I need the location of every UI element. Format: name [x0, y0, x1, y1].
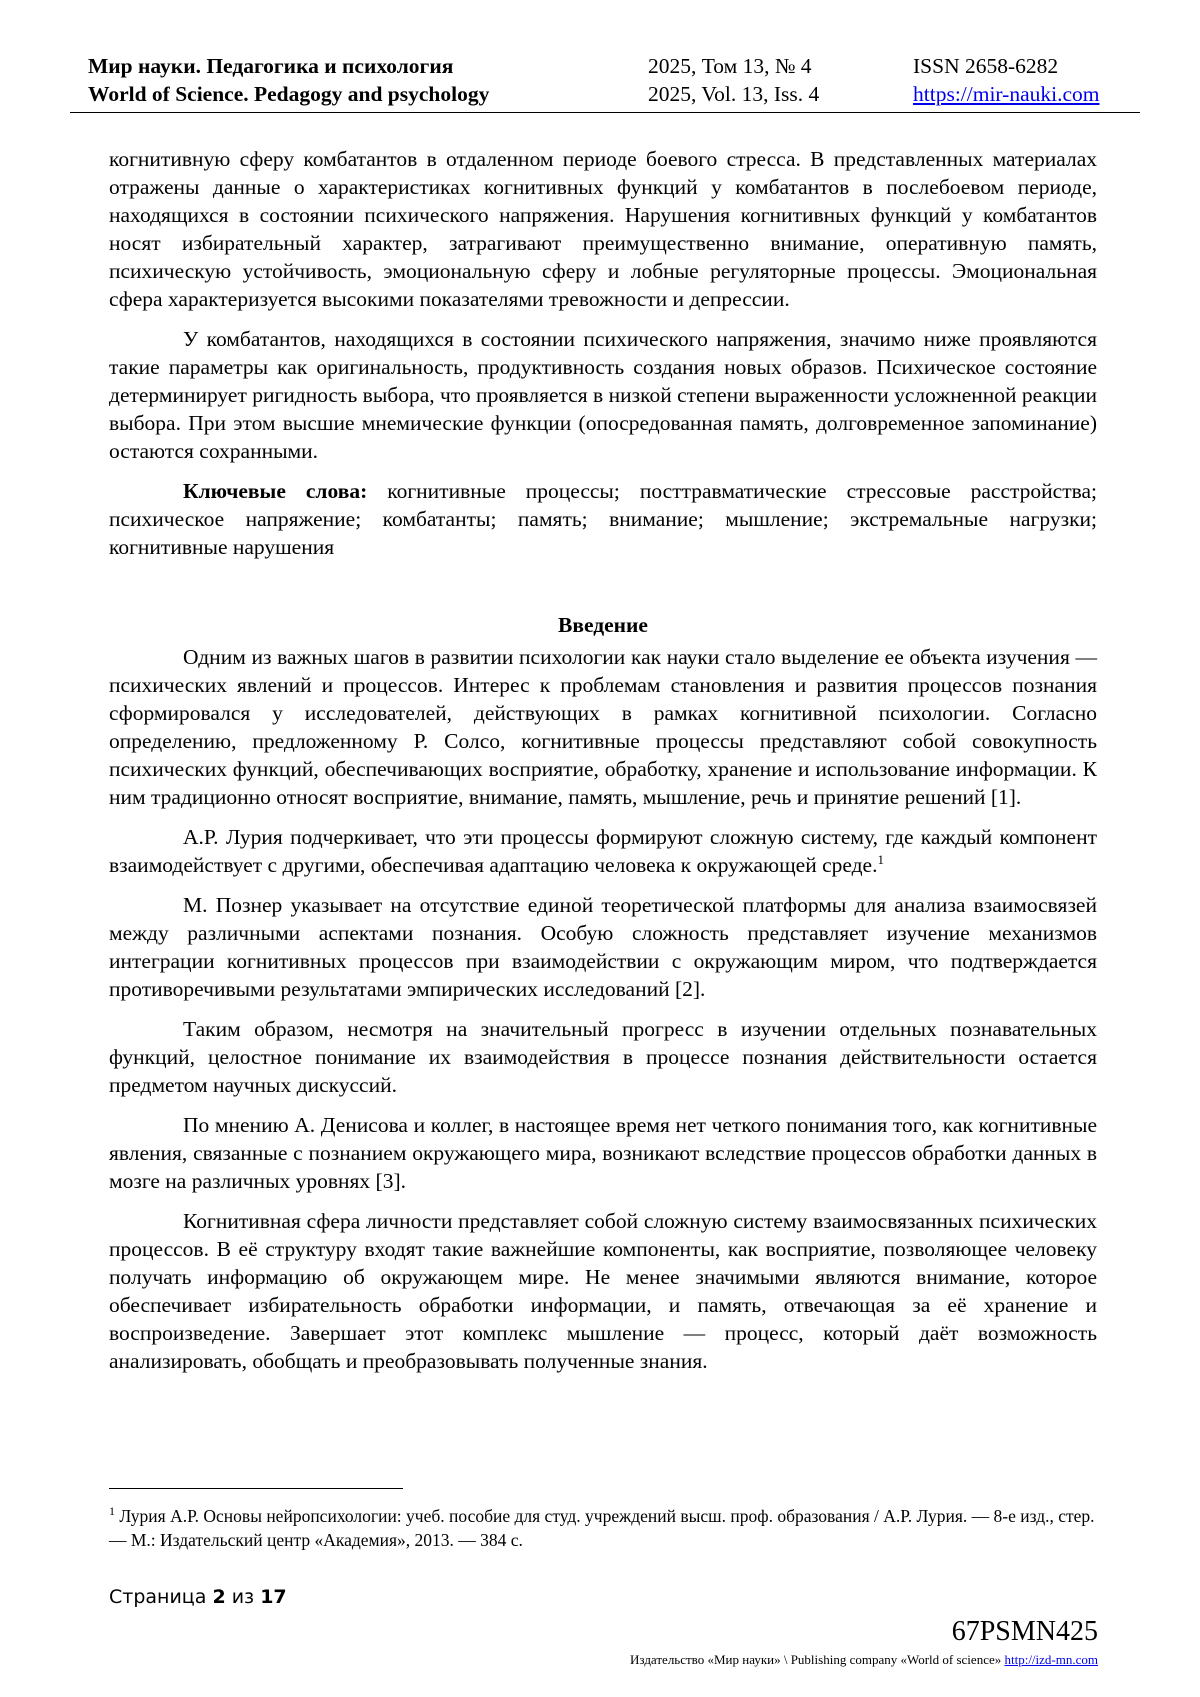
journal-title-ru: Мир науки. Педагогика и психология	[88, 54, 454, 78]
keywords-list: когнитивные процессы; посттравматические стрессовые расстройства; психическое напряжение; комбатанты; память; внимание; мышление; экстремальные нагрузки; когнитивные нарушения	[109, 479, 1097, 559]
section-title-intro: Введение	[558, 613, 648, 637]
footnote-ref[interactable]: 1	[877, 851, 884, 867]
article-code: 67PSMN425	[951, 1616, 1098, 1647]
journal-title-en: World of Science. Pedagogy and psychology	[88, 82, 490, 106]
footnote	[109, 1504, 1099, 1552]
header-issue	[648, 52, 819, 108]
intro-paragraph-2-text: А.Р. Лурия подчеркивает, что эти процессы формируют сложную систему, где каждый компонент взаимодействует с другими, обеспечивая адаптацию человека к окружающей среде.	[109, 825, 1097, 877]
intro-paragraph-2	[109, 823, 1097, 879]
publisher-line	[630, 1652, 1098, 1668]
keywords	[109, 477, 1097, 561]
page-body	[109, 145, 1097, 1387]
publisher-link[interactable]: http://izd-mn.com	[1004, 1652, 1098, 1667]
page-number	[109, 1586, 287, 1608]
abstract-paragraph-1: когнитивную сферу комбатантов в отдаленном периоде боевого стресса. В представленных материалах отражены данные о характеристиках когнитивных функций у комбатантов в послебоевом периоде, находящихся в состоянии психического напряжения. Нарушения когнитивных функций у комбатантов носят избирательный характер, затрагивают преимущественно внимание, оперативную память, психическую устойчивость, эмоциональную сферу и лобные регуляторные процессы. Эмоциональная сфера характеризуется высокими показателями тревожности и депрессии.	[109, 147, 1097, 311]
intro-paragraph-4: Таким образом, несмотря на значительный прогресс в изучении отдельных познавательных функций, целостное понимание их взаимодействия в процессе познания действительности остается предметом научных дискуссий.	[109, 1017, 1097, 1097]
intro-paragraph-6: Когнитивная сфера личности представляет собой сложную систему взаимосвязанных психических процессов. В её структуру входят такие важнейшие компоненты, как восприятие, позволяющее человеку получать информацию об окружающем мире. Не менее значимыми являются внимание, которое обеспечивает избирательность обработки информации, и память, отвечающая за её хранение и воспроизведение. Завершает этот комплекс мышление — процесс, который даёт возможность анализировать, обобщать и преобразовывать полученные знания.	[109, 1209, 1097, 1373]
footnote-mark: 1	[109, 1504, 115, 1519]
intro-paragraph-5: По мнению А. Денисова и коллег, в настоящее время нет четкого понимания того, как когнитивные явления, связанные с познанием окружающего мира, возникают вследствие процессов обработки данных в мозге на различных уровнях [3].	[109, 1113, 1097, 1193]
header-issn-site	[913, 52, 1099, 108]
page-of: из	[225, 1586, 261, 1608]
abstract-paragraph-2: У комбатантов, находящихся в состоянии психического напряжения, значимо ниже проявляются такие параметры как оригинальность, продуктивность создания новых образов. Психическое состояние детерминирует ригидность выбора, что проявляется в низкой степени выраженности усложненной реакции выбора. При этом высшие мнемические функции (опосредованная память, долговременное запоминание) остаются сохранными.	[109, 327, 1097, 463]
page-total: 17	[260, 1586, 287, 1608]
intro-paragraph-1: Одним из важных шагов в развитии психологии как науки стало выделение ее объекта изучения — психических явлений и процессов. Интерес к проблемам становления и развития процессов познания сформировался у исследователей, действующих в рамках когнитивной психологии. Согласно определению, предложенному Р. Солсо, когнитивные процессы представляют собой совокупность психических функций, обеспечивающих восприятие, обработку, хранение и использование информации. К ним традиционно относят восприятие, внимание, память, мышление, речь и принятие решений [1].	[109, 645, 1097, 809]
running-header	[70, 52, 1140, 113]
header-journal	[88, 52, 489, 108]
issue-en: 2025, Vol. 13, Iss. 4	[648, 82, 820, 106]
footnote-divider	[109, 1488, 403, 1489]
publisher-text: Издательство «Мир науки» \ Publishing company «World of science»	[630, 1652, 1005, 1667]
issue-ru: 2025, Том 13, № 4	[648, 54, 812, 78]
journal-site-link[interactable]: https://mir-nauki.com	[913, 82, 1100, 106]
page-label: Страница	[109, 1586, 213, 1608]
footnote-text: Лурия А.Р. Основы нейропсихологии: учеб. пособие для студ. учреждений высш. проф. образования / А.Р. Лурия. — 8-е изд., стер. — М.: Издательский центр «Академия», 2013. — 384 с.	[109, 1506, 1095, 1550]
issn: ISSN 2658-6282	[913, 54, 1059, 78]
intro-paragraph-3: М. Познер указывает на отсутствие единой теоретической платформы для анализа взаимосвязей между различными аспектами познания. Особую сложность представляет изучение механизмов интеграции когнитивных процессов при взаимодействии с окружающим миром, что подтверждается противоречивыми результатами эмпирических исследований [2].	[109, 893, 1097, 1001]
page-current: 2	[212, 1586, 226, 1608]
keywords-label: Ключевые слова:	[183, 479, 368, 503]
